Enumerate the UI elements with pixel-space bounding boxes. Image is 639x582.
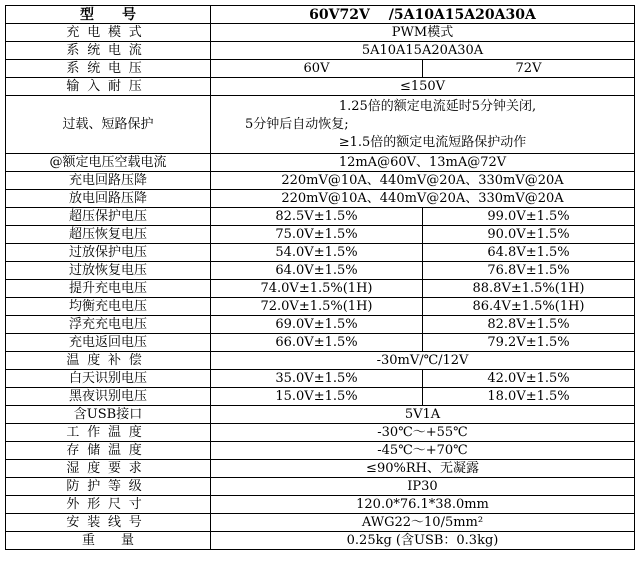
- row-discharge-drop: [6, 190, 635, 208]
- over-voltage-recover-72v: 90.0V±1.5%: [423, 226, 635, 244]
- model-value: 60V72V /5A10A15A20A30A: [211, 6, 635, 24]
- boost-charge-label: 提升充电电压: [6, 280, 211, 298]
- spec-table: [5, 5, 635, 550]
- row-charge-return: [6, 334, 635, 352]
- row-equalize-charge: [6, 298, 635, 316]
- weight-value: 0.25kg (含USB：0.3kg): [211, 532, 635, 550]
- operating-temp-label: 工作温度: [6, 424, 211, 442]
- equalize-charge-72v: 86.4V±1.5%(1H): [423, 298, 635, 316]
- night-recognition-60v: 15.0V±1.5%: [211, 388, 423, 406]
- row-protection-grade: [6, 478, 635, 496]
- dimensions-value: 120.0*76.1*38.0mm: [211, 496, 635, 514]
- row-humidity: [6, 460, 635, 478]
- night-recognition-72v: 18.0V±1.5%: [423, 388, 635, 406]
- row-day-recognition: [6, 370, 635, 388]
- row-over-discharge-protect: [6, 244, 635, 262]
- usb-port-value: 5V1A: [211, 406, 635, 424]
- row-charge-mode: [6, 24, 635, 42]
- system-voltage-60v: 60V: [211, 60, 423, 78]
- charge-mode-value: PWM模式: [211, 24, 635, 42]
- row-over-discharge-recover: [6, 262, 635, 280]
- charge-drop-value: 220mV@10A、440mV@20A、330mV@20A: [211, 172, 635, 190]
- overload-note-line-2: 5分钟后自动恢复;: [245, 116, 349, 132]
- over-discharge-recover-label: 过放恢复电压: [6, 262, 211, 280]
- row-dimensions: [6, 496, 635, 514]
- row-over-voltage-recover: [6, 226, 635, 244]
- charge-drop-label: 充电回路压降: [6, 172, 211, 190]
- over-discharge-protect-label: 过放保护电压: [6, 244, 211, 262]
- boost-charge-72v: 88.8V±1.5%(1H): [423, 280, 635, 298]
- over-voltage-protect-72v: 99.0V±1.5%: [423, 208, 635, 226]
- over-discharge-protect-72v: 64.8V±1.5%: [423, 244, 635, 262]
- discharge-drop-label: 放电回路压降: [6, 190, 211, 208]
- overload-note-line-1: 1.25倍的额定电流延时5分钟关闭,: [338, 98, 537, 114]
- float-charge-72v: 82.8V±1.5%: [423, 316, 635, 334]
- row-wire-gauge: [6, 514, 635, 532]
- discharge-drop-value: 220mV@10A、440mV@20A、330mV@20A: [211, 190, 635, 208]
- input-withstand-value: ≤150V: [211, 78, 635, 96]
- charge-mode-label: 充电模式: [6, 24, 211, 42]
- row-boost-charge: [6, 280, 635, 298]
- system-voltage-72v: 72V: [423, 60, 635, 78]
- dimensions-label: 外形尺寸: [6, 496, 211, 514]
- row-operating-temp: [6, 424, 635, 442]
- system-current-label: 系统电流: [6, 42, 211, 60]
- row-system-current: [6, 42, 635, 60]
- float-charge-label: 浮充充电电压: [6, 316, 211, 334]
- row-model: [6, 6, 635, 24]
- usb-port-label: 含USB接口: [6, 406, 211, 424]
- day-recognition-label: 白天识别电压: [6, 370, 211, 388]
- overload-note-line-3: ≥1.5倍的额定电流短路保护动作: [338, 134, 527, 150]
- over-discharge-recover-60v: 64.0V±1.5%: [211, 262, 423, 280]
- no-load-current-label: @额定电压空载电流: [6, 154, 211, 172]
- charge-return-label: 充电返回电压: [6, 334, 211, 352]
- row-system-voltage: [6, 60, 635, 78]
- no-load-current-value: 12mA@60V、13mA@72V: [211, 154, 635, 172]
- row-overload-protection: [6, 96, 635, 154]
- equalize-charge-60v: 72.0V±1.5%(1H): [211, 298, 423, 316]
- overload-protection-notes: [211, 96, 635, 154]
- model-label: 型 号: [6, 6, 211, 24]
- system-voltage-label: 系统电压: [6, 60, 211, 78]
- charge-return-60v: 66.0V±1.5%: [211, 334, 423, 352]
- protection-grade-label: 防护等级: [6, 478, 211, 496]
- row-float-charge: [6, 316, 635, 334]
- over-discharge-recover-72v: 76.8V±1.5%: [423, 262, 635, 280]
- over-discharge-protect-60v: 54.0V±1.5%: [211, 244, 423, 262]
- row-weight: [6, 532, 635, 550]
- row-input-withstand: [6, 78, 635, 96]
- storage-temp-label: 存储温度: [6, 442, 211, 460]
- row-night-recognition: [6, 388, 635, 406]
- over-voltage-recover-60v: 75.0V±1.5%: [211, 226, 423, 244]
- weight-label: 重 量: [6, 532, 211, 550]
- system-current-value: 5A10A15A20A30A: [211, 42, 635, 60]
- float-charge-60v: 69.0V±1.5%: [211, 316, 423, 334]
- wire-gauge-label: 安装线号: [6, 514, 211, 532]
- row-over-voltage-protect: [6, 208, 635, 226]
- over-voltage-recover-label: 超压恢复电压: [6, 226, 211, 244]
- row-usb-port: [6, 406, 635, 424]
- charge-return-72v: 79.2V±1.5%: [423, 334, 635, 352]
- over-voltage-protect-60v: 82.5V±1.5%: [211, 208, 423, 226]
- row-temp-compensation: [6, 352, 635, 370]
- input-withstand-label: 输入耐压: [6, 78, 211, 96]
- row-charge-drop: [6, 172, 635, 190]
- wire-gauge-value: AWG22～10/5mm²: [211, 514, 635, 532]
- over-voltage-protect-label: 超压保护电压: [6, 208, 211, 226]
- row-no-load-current: [6, 154, 635, 172]
- humidity-label: 湿度要求: [6, 460, 211, 478]
- protection-grade-value: IP30: [211, 478, 635, 496]
- boost-charge-60v: 74.0V±1.5%(1H): [211, 280, 423, 298]
- storage-temp-value: -45℃～+70℃: [211, 442, 635, 460]
- temp-compensation-value: -30mV/℃/12V: [211, 352, 635, 370]
- day-recognition-60v: 35.0V±1.5%: [211, 370, 423, 388]
- row-storage-temp: [6, 442, 635, 460]
- night-recognition-label: 黑夜识别电压: [6, 388, 211, 406]
- equalize-charge-label: 均衡充电电压: [6, 298, 211, 316]
- operating-temp-value: -30℃～+55℃: [211, 424, 635, 442]
- day-recognition-72v: 42.0V±1.5%: [423, 370, 635, 388]
- overload-protection-label: 过载、短路保护: [6, 96, 211, 154]
- temp-compensation-label: 温度补偿: [6, 352, 211, 370]
- humidity-value: ≤90%RH、无凝露: [211, 460, 635, 478]
